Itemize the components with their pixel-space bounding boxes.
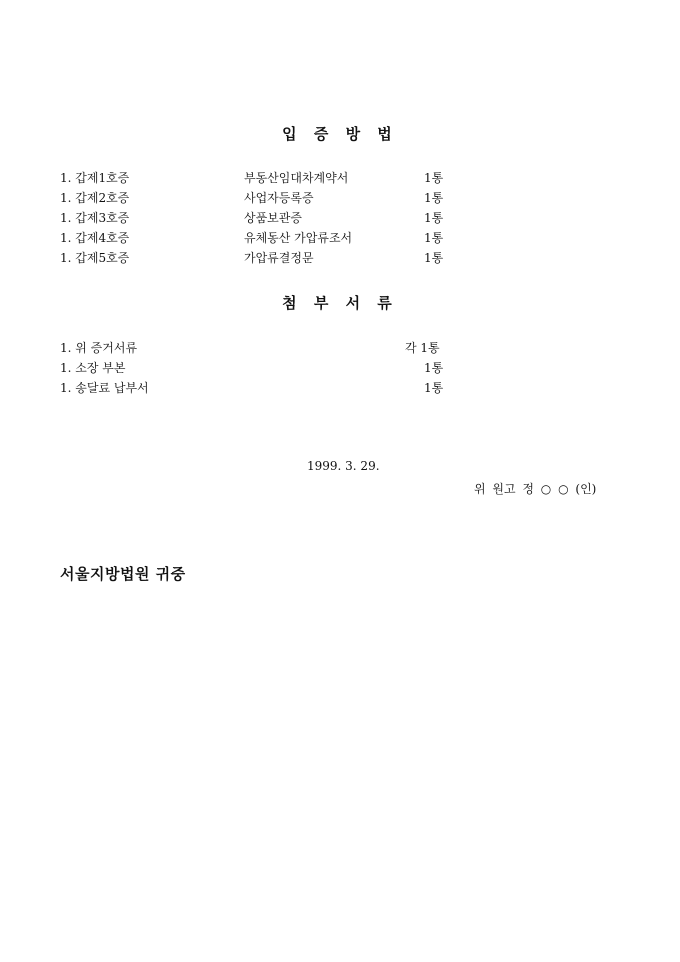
evidence-row [0,209,680,229]
evidence-number: 1. 갑제3호증 [60,211,130,225]
evidence-count: 1통 [424,231,444,245]
attachments-heading: 첨 부 서 류 [282,294,398,312]
attachment-label: 1. 소장 부본 [60,361,126,375]
evidence-number: 1. 갑제2호증 [60,191,130,205]
evidence-document: 상품보관증 [244,211,302,225]
court-addressee: 서울지방법원 귀중 [60,565,186,583]
evidence-row [0,189,680,209]
evidence-number: 1. 갑제4호증 [60,231,130,245]
evidence-row [0,249,680,269]
attachment-count: 1통 [424,361,444,375]
attachment-label: 1. 위 증거서류 [60,341,138,355]
evidence-count: 1통 [424,191,444,205]
attachment-count: 1통 [424,381,444,395]
evidence-row [0,229,680,249]
evidence-count: 1통 [424,251,444,265]
evidence-number: 1. 갑제1호증 [60,171,130,185]
evidence-document: 유체동산 가압류조서 [244,231,353,245]
plaintiff-signature-line: 위 원고 정 ○ ○ (인) [474,482,597,496]
evidence-document: 가압류결정문 [244,251,314,265]
attachment-row [0,379,680,399]
attachment-label: 1. 송달료 납부서 [60,381,149,395]
evidence-number: 1. 갑제5호증 [60,251,130,265]
attachment-row [0,359,680,379]
evidence-count: 1통 [424,171,444,185]
evidence-document: 사업자등록증 [244,191,314,205]
evidence-document: 부동산임대차계약서 [244,171,349,185]
filing-date: 1999. 3. 29. [307,459,380,473]
evidence-heading: 입 증 방 법 [282,125,398,143]
attachment-count: 각 1통 [405,341,440,355]
evidence-count: 1통 [424,211,444,225]
evidence-row [0,169,680,189]
attachment-row [0,339,680,359]
